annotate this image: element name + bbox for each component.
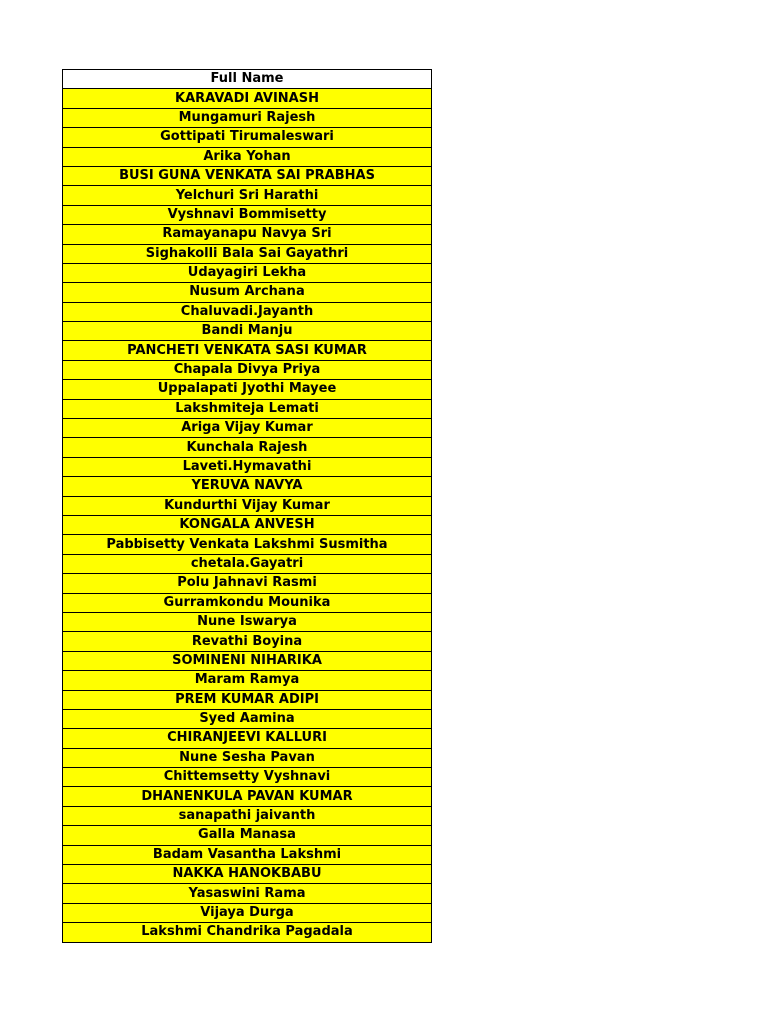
name-cell[interactable]: Gurramkondu Mounika [63, 593, 432, 612]
table-row [63, 380, 432, 399]
name-cell[interactable]: sanapathi jaivanth [63, 806, 432, 825]
name-cell[interactable]: Gottipati Tirumaleswari [63, 128, 432, 147]
table-row [63, 535, 432, 554]
name-cell[interactable]: Nune Iswarya [63, 612, 432, 631]
table-row [63, 865, 432, 884]
name-cell[interactable]: PANCHETI VENKATA SASI KUMAR [63, 341, 432, 360]
table-row [63, 322, 432, 341]
name-cell[interactable]: Vyshnavi Bommisetty [63, 205, 432, 224]
table-row [63, 690, 432, 709]
table-row [63, 166, 432, 185]
name-cell[interactable]: Vijaya Durga [63, 903, 432, 922]
table-row [63, 108, 432, 127]
table-row [63, 748, 432, 767]
name-cell[interactable]: Kunchala Rajesh [63, 438, 432, 457]
table-row [63, 186, 432, 205]
table-row [63, 729, 432, 748]
table-row [63, 438, 432, 457]
table-row [63, 360, 432, 379]
table-row [63, 903, 432, 922]
name-cell[interactable]: Maram Ramya [63, 671, 432, 690]
table-row [63, 263, 432, 282]
table-row [63, 787, 432, 806]
table-row [63, 225, 432, 244]
table-row [63, 671, 432, 690]
table-row [63, 302, 432, 321]
table-row [63, 244, 432, 263]
table-row [63, 923, 432, 942]
table-row [63, 884, 432, 903]
table-row [63, 496, 432, 515]
name-cell[interactable]: KARAVADI AVINASH [63, 89, 432, 108]
name-cell[interactable]: Bandi Manju [63, 322, 432, 341]
table-row [63, 574, 432, 593]
table-row [63, 283, 432, 302]
column-header-full-name[interactable]: Full Name [63, 70, 432, 89]
table-row [63, 612, 432, 631]
name-cell[interactable]: Galla Manasa [63, 826, 432, 845]
table-row [63, 205, 432, 224]
name-cell[interactable]: Syed Aamina [63, 709, 432, 728]
names-table [62, 69, 432, 943]
table-row [63, 457, 432, 476]
table-row [63, 845, 432, 864]
table-row [63, 826, 432, 845]
name-cell[interactable]: Chittemsetty Vyshnavi [63, 768, 432, 787]
name-cell[interactable]: Yasaswini Rama [63, 884, 432, 903]
name-cell[interactable]: Lakshmi Chandrika Pagadala [63, 923, 432, 942]
name-cell[interactable]: SOMINENI NIHARIKA [63, 651, 432, 670]
header-row [63, 70, 432, 89]
table-row [63, 554, 432, 573]
name-cell[interactable]: Polu Jahnavi Rasmi [63, 574, 432, 593]
table-row [63, 477, 432, 496]
name-cell[interactable]: KONGALA ANVESH [63, 515, 432, 534]
name-cell[interactable]: Mungamuri Rajesh [63, 108, 432, 127]
name-cell[interactable]: Kundurthi Vijay Kumar [63, 496, 432, 515]
name-cell[interactable]: DHANENKULA PAVAN KUMAR [63, 787, 432, 806]
name-cell[interactable]: Pabbisetty Venkata Lakshmi Susmitha [63, 535, 432, 554]
table-row [63, 632, 432, 651]
table-row [63, 651, 432, 670]
table-row [63, 128, 432, 147]
name-cell[interactable]: YERUVA NAVYA [63, 477, 432, 496]
table-row [63, 89, 432, 108]
name-cell[interactable]: chetala.Gayatri [63, 554, 432, 573]
name-cell[interactable]: Chaluvadi.Jayanth [63, 302, 432, 321]
name-cell[interactable]: Revathi Boyina [63, 632, 432, 651]
name-cell[interactable]: Ramayanapu Navya Sri [63, 225, 432, 244]
table-row [63, 593, 432, 612]
name-cell[interactable]: Nusum Archana [63, 283, 432, 302]
table-row [63, 806, 432, 825]
table-row [63, 515, 432, 534]
name-cell[interactable]: PREM KUMAR ADIPI [63, 690, 432, 709]
name-cell[interactable]: CHIRANJEEVI KALLURI [63, 729, 432, 748]
table-row [63, 768, 432, 787]
name-cell[interactable]: Nune Sesha Pavan [63, 748, 432, 767]
name-cell[interactable]: Udayagiri Lekha [63, 263, 432, 282]
table-row [63, 709, 432, 728]
name-cell[interactable]: Badam Vasantha Lakshmi [63, 845, 432, 864]
name-cell[interactable]: Lakshmiteja Lemati [63, 399, 432, 418]
table-row [63, 419, 432, 438]
name-cell[interactable]: NAKKA HANOKBABU [63, 865, 432, 884]
name-cell[interactable]: Uppalapati Jyothi Mayee [63, 380, 432, 399]
table-row [63, 147, 432, 166]
name-cell[interactable]: Laveti.Hymavathi [63, 457, 432, 476]
name-cell[interactable]: Chapala Divya Priya [63, 360, 432, 379]
name-cell[interactable]: BUSI GUNA VENKATA SAI PRABHAS [63, 166, 432, 185]
table-row [63, 399, 432, 418]
name-cell[interactable]: Yelchuri Sri Harathi [63, 186, 432, 205]
name-cell[interactable]: Arika Yohan [63, 147, 432, 166]
table-body [63, 89, 432, 942]
name-cell[interactable]: Ariga Vijay Kumar [63, 419, 432, 438]
table-row [63, 341, 432, 360]
name-cell[interactable]: Sighakolli Bala Sai Gayathri [63, 244, 432, 263]
